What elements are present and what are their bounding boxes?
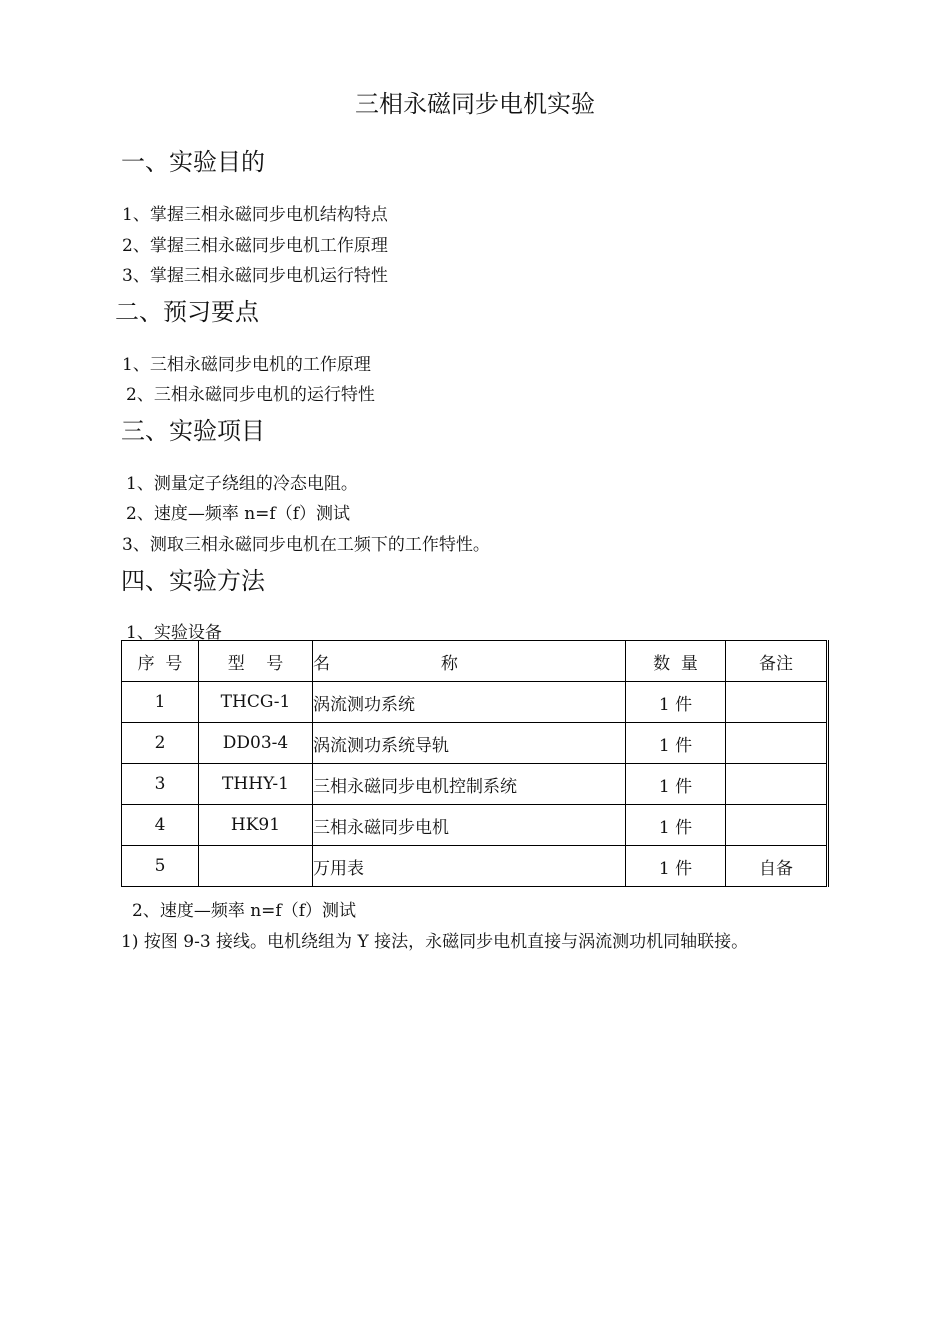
cell-note: 自备 [726, 846, 828, 887]
list-item: 2、掌握三相永磁同步电机工作原理 [122, 236, 388, 256]
cell-qty: 1 件 [626, 764, 726, 805]
cell-no: 1 [122, 682, 199, 723]
cell-model [199, 846, 313, 887]
cell-qty: 1 件 [626, 805, 726, 846]
section-heading-preview: 二、预习要点 [115, 298, 259, 326]
cell-no: 5 [122, 846, 199, 887]
equipment-table [121, 640, 829, 887]
header-name-part1: 名 [313, 653, 330, 674]
cell-no: 3 [122, 764, 199, 805]
table-row [122, 682, 828, 723]
table-row [122, 846, 828, 887]
cell-name: 涡流测功系统导轨 [313, 723, 626, 764]
section-heading-purpose: 一、实验目的 [121, 148, 265, 176]
list-item: 2、速度—频率 n=f（f）测试 [126, 504, 350, 524]
list-item: 1、实验设备 [126, 623, 222, 643]
section-heading-method: 四、实验方法 [121, 567, 265, 595]
cell-qty: 1 件 [626, 846, 726, 887]
cell-name: 涡流测功系统 [313, 682, 626, 723]
page-title: 三相永磁同步电机实验 [355, 90, 595, 118]
list-item: 3、测取三相永磁同步电机在工频下的工作特性。 [122, 535, 490, 555]
section-heading-items: 三、实验项目 [121, 417, 265, 445]
header-no: 序 号 [122, 641, 199, 682]
cell-name: 三相永磁同步电机 [313, 805, 626, 846]
cell-no: 2 [122, 723, 199, 764]
cell-model: THHY-1 [199, 764, 313, 805]
list-item: 1、掌握三相永磁同步电机结构特点 [122, 205, 388, 225]
list-item: 1、三相永磁同步电机的工作原理 [122, 355, 371, 375]
cell-note [726, 805, 828, 846]
table-row [122, 764, 828, 805]
table-row [122, 723, 828, 764]
cell-note [726, 682, 828, 723]
cell-note [726, 764, 828, 805]
list-item: 1、测量定子绕组的冷态电阻。 [126, 474, 358, 494]
subheading-speed-frequency: 2、速度—频率 n=f（f）测试 [132, 901, 356, 921]
header-name-part2: 称 [440, 653, 458, 674]
cell-model: DD03-4 [199, 723, 313, 764]
step-1-text: 1) 按图 9-3 接线。电机绕组为 Y 接法，永磁同步电机直接与涡流测功机同轴联接。 [121, 932, 749, 952]
cell-no: 4 [122, 805, 199, 846]
list-item: 3、掌握三相永磁同步电机运行特性 [122, 266, 388, 286]
header-name [313, 641, 626, 682]
cell-name: 万用表 [313, 846, 626, 887]
table-header-row [122, 641, 828, 682]
cell-model: THCG-1 [199, 682, 313, 723]
cell-name: 三相永磁同步电机控制系统 [313, 764, 626, 805]
header-note: 备注 [726, 641, 828, 682]
cell-qty: 1 件 [626, 723, 726, 764]
list-item: 2、三相永磁同步电机的运行特性 [126, 385, 375, 405]
header-model: 型 号 [199, 641, 313, 682]
cell-model: HK91 [199, 805, 313, 846]
cell-note [726, 723, 828, 764]
table-row [122, 805, 828, 846]
header-qty: 数 量 [626, 641, 726, 682]
cell-qty: 1 件 [626, 682, 726, 723]
